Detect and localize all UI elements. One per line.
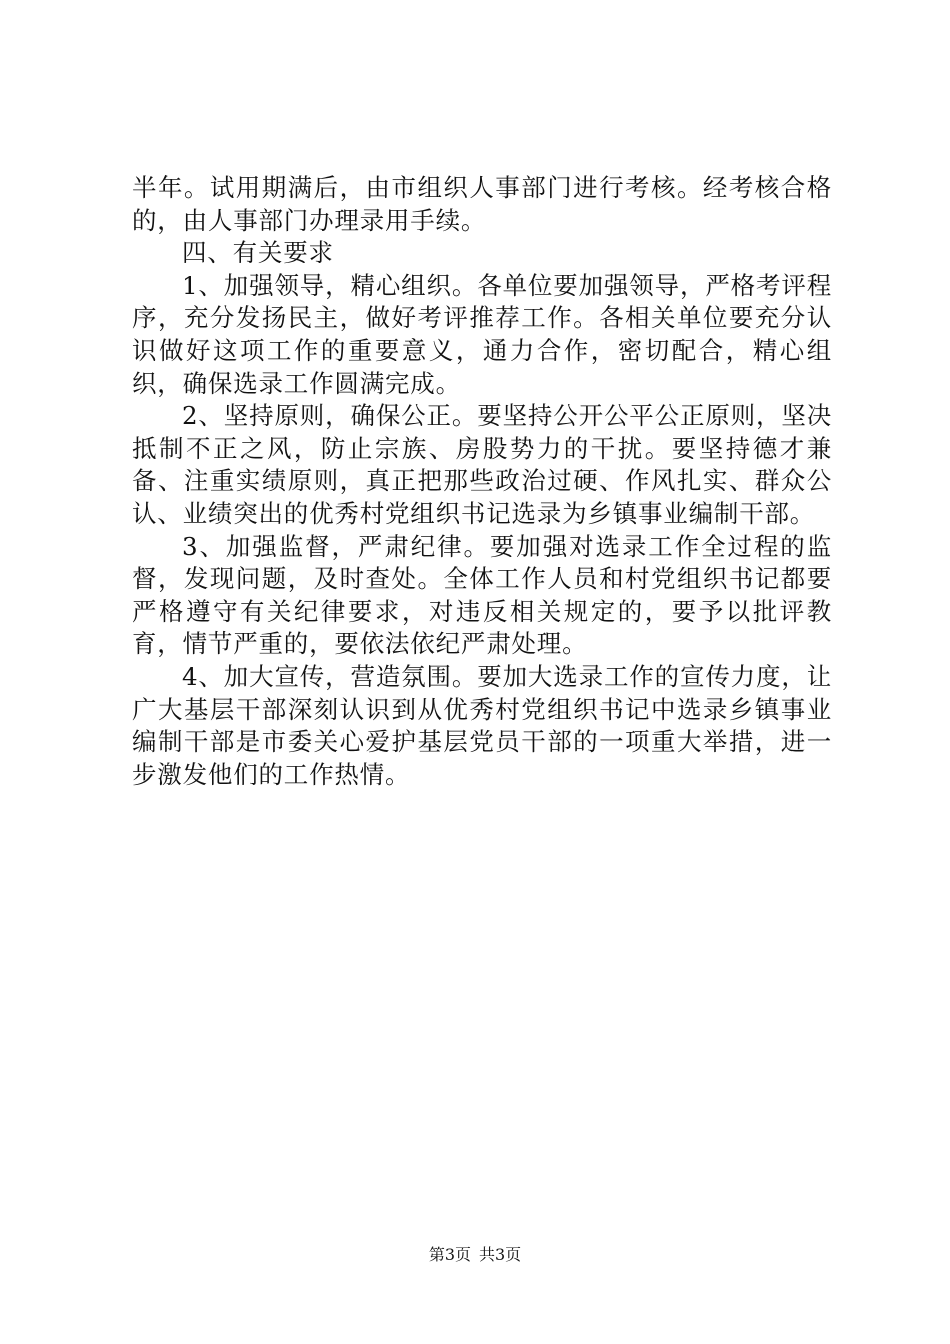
paragraph-continuation: 半年。试用期满后，由市组织人事部门进行考核。经考核合格的，由人事部门办理录用手续。 (132, 173, 832, 235)
paragraph-item-4: 4、加大宣传，营造氛围。要加大选录工作的宣传力度，让广大基层干部深刻认识到从优秀村党组织书记中选录乡镇事业编制干部是市委关心爱护基层党员干部的一项重大举措，进一步激发他们的工作热情。 (132, 661, 832, 789)
document-body (132, 172, 832, 791)
paragraph-item-2: 2、坚持原则，确保公正。要坚持公开公平公正原则，坚决抵制不正之风，防止宗族、房股势力的干扰。要坚持德才兼备、注重实绩原则，真正把那些政治过硬、作风扎实、群众公认、业绩突出的优秀村党组织书记选录为乡镇事业编制干部。 (132, 401, 832, 528)
section-heading: 四、有关要求 (182, 238, 334, 268)
page-number-total: 共3页 (479, 1245, 522, 1264)
paragraph-item-3: 3、加强监督，严肃纪律。要加强对选录工作全过程的监督，发现问题，及时查处。全体工作人员和村党组织书记都要严格遵守有关纪律要求，对违反相关规定的，要予以批评教育，情节严重的，要依法依纪严肃处理。 (132, 531, 832, 659)
page-footer (0, 1244, 950, 1266)
paragraph-item-1: 1、加强领导，精心组织。各单位要加强领导，严格考评程序，充分发扬民主，做好考评推荐工作。各相关单位要充分认识做好这项工作的重要意义，通力合作，密切配合，精心组织，确保选录工作圆满完成。 (132, 270, 832, 398)
page-number-current: 第3页 (428, 1245, 471, 1264)
